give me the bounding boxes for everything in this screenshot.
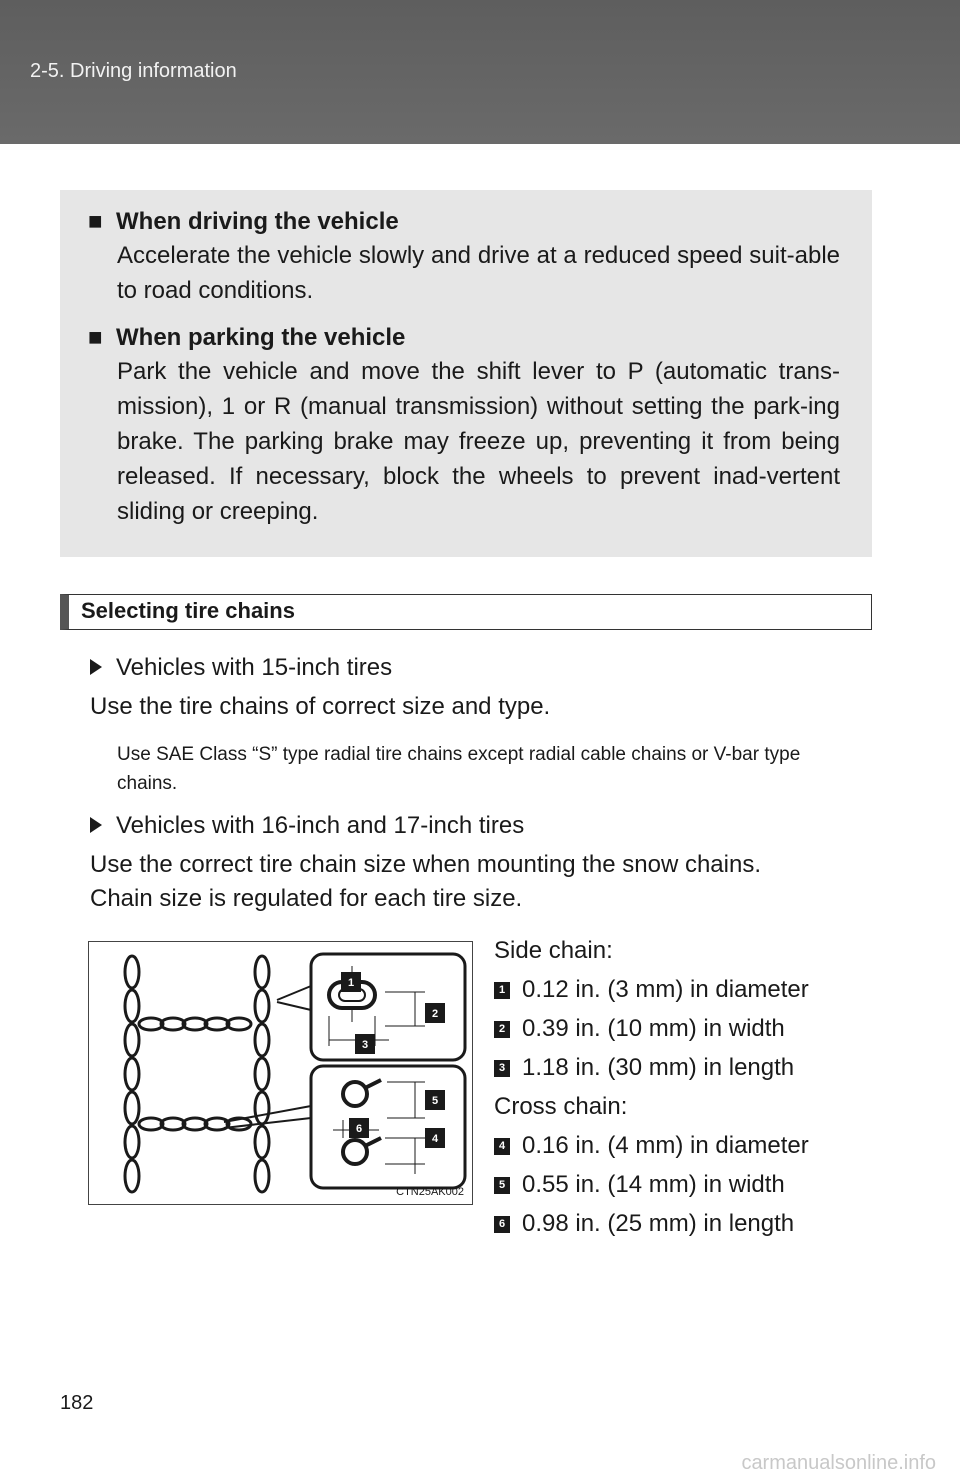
square-bullet-icon: ■ <box>88 324 103 351</box>
spec-item: 6 0.98 in. (25 mm) in length <box>494 1204 809 1243</box>
callout-3: 3 <box>361 1039 369 1051</box>
figure-code: CTN25AK002 <box>396 1186 464 1198</box>
note-parking <box>88 322 840 529</box>
square-bullet-icon: ■ <box>88 208 103 235</box>
spec-item: 3 1.18 in. (30 mm) in length <box>494 1048 809 1087</box>
note-body: Accelerate the vehicle slowly and drive at a reduced speed suit-able to road conditions. <box>117 242 840 304</box>
note-driving <box>88 206 840 308</box>
note-body: Park the vehicle and move the shift lever to P (automatic trans-mission), 1 or R (manual transmission) without setting the park-ing brake. The parking brake may freeze up, preventing it from being released. If necessary, block the wheels to prevent inad-vertent sliding or creeping. <box>117 358 840 525</box>
callout-2: 2 <box>431 1008 439 1020</box>
watermark: carmanualsonline.info <box>741 1452 936 1474</box>
spec-item: 4 0.16 in. (4 mm) in diameter <box>494 1126 809 1165</box>
tires15-note: Use SAE Class “S” type radial tire chains except radial cable chains or V-bar type chains. <box>117 744 801 794</box>
spec-item: 1 0.12 in. (3 mm) in diameter <box>494 970 809 1009</box>
callout-4: 4 <box>431 1133 439 1145</box>
section-title: 2-5. Driving information <box>30 60 237 82</box>
info-box <box>60 190 872 557</box>
number-badge-icon: 2 <box>494 1021 510 1038</box>
spec-list <box>494 931 809 1243</box>
tires15-label-row <box>90 651 392 685</box>
tire-chain-diagram <box>88 941 473 1205</box>
spec-item: 5 0.55 in. (14 mm) in width <box>494 1165 809 1204</box>
tires15-text: Use the tire chains of correct size and type. <box>90 693 551 720</box>
triangle-arrow-icon <box>90 817 102 833</box>
page-number: 182 <box>60 1392 94 1414</box>
triangle-arrow-icon <box>90 659 102 675</box>
tires16-text2: Chain size is regulated for each tire size. <box>90 885 523 912</box>
number-badge-icon: 6 <box>494 1216 510 1233</box>
number-badge-icon: 4 <box>494 1138 510 1155</box>
callout-5: 5 <box>431 1095 439 1107</box>
section-heading: Selecting tire chains <box>60 594 872 630</box>
page-header <box>0 0 960 144</box>
tires16-text1: Use the correct tire chain size when mounting the snow chains. <box>90 851 762 878</box>
spec-item: 2 0.39 in. (10 mm) in width <box>494 1009 809 1048</box>
tires16-label: Vehicles with 16-inch and 17-inch tires <box>116 812 525 839</box>
tires15-label: Vehicles with 15-inch tires <box>116 654 393 681</box>
note-title: When parking the vehicle <box>116 324 406 351</box>
side-chain-label: Side chain: <box>494 937 613 964</box>
note-title: When driving the vehicle <box>116 208 399 235</box>
number-badge-icon: 3 <box>494 1060 510 1077</box>
chain-illustration <box>89 942 474 1206</box>
callout-1: 1 <box>347 977 355 989</box>
cross-chain-label: Cross chain: <box>494 1093 628 1120</box>
number-badge-icon: 1 <box>494 982 510 999</box>
number-badge-icon: 5 <box>494 1177 510 1194</box>
callout-6: 6 <box>355 1123 363 1135</box>
tires16-label-row <box>90 809 524 843</box>
